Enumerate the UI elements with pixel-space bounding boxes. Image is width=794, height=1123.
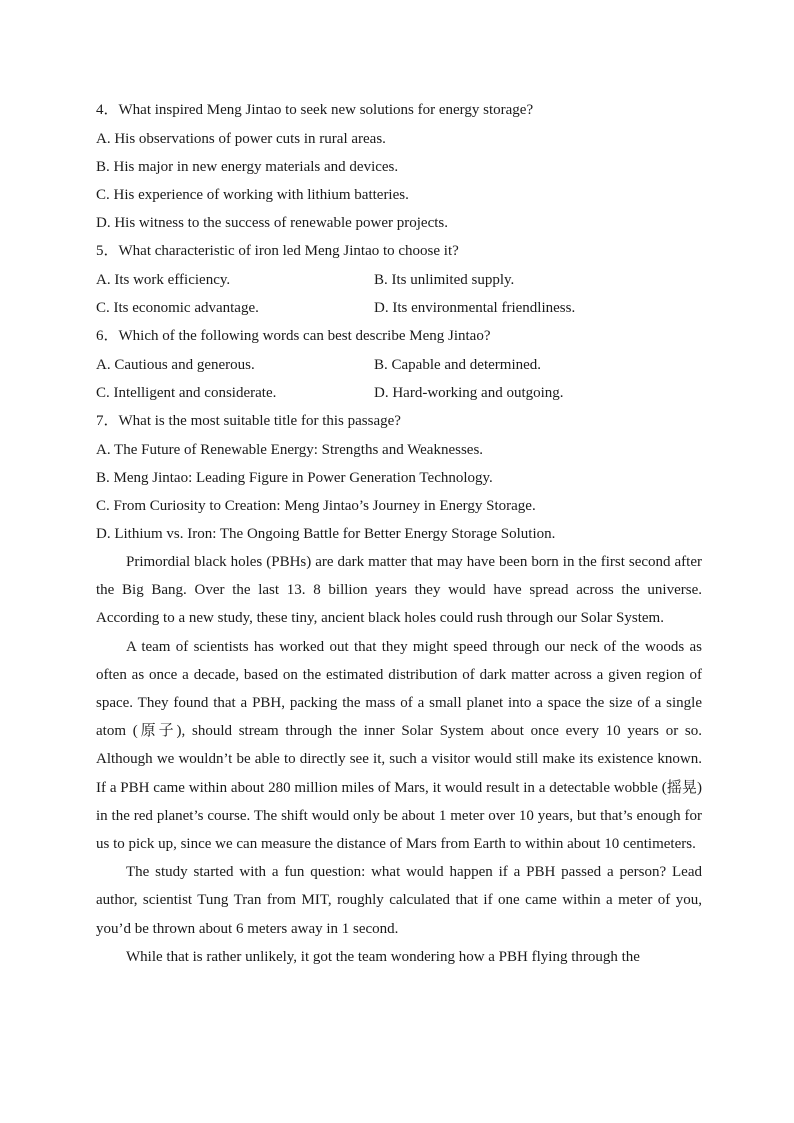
question-4-option-c: C. His experience of working with lithium batteries. [96,187,409,203]
exam-page [96,96,702,971]
question-6-options-row-1 [96,351,702,379]
question-5-stem: 5．What characteristic of iron led Meng Jintao to choose it? [96,243,459,259]
question-7-option-c: C. From Curiosity to Creation: Meng Jintao’s Journey in Energy Storage. [96,498,536,514]
question-6-options-row-2 [96,379,702,407]
question-5-options-row-1 [96,266,702,294]
question-7-option-a: A. The Future of Renewable Energy: Strengths and Weaknesses. [96,442,484,458]
question-7-stem: 7．What is the most suitable title for this passage? [96,413,401,429]
question-5-option-a: A. Its work efficiency. [96,272,231,288]
passage-paragraph-4: While that is rather unlikely, it got the team wondering how a PBH flying through the [126,948,640,965]
question-6-option-d: D. Hard-working and outgoing. [374,385,564,401]
question-5-options-row-2 [96,294,702,322]
passage-paragraph-1: Primordial black holes (PBHs) are dark matter that may have been born in the first second after the Big Bang. Over the last 13. 8 billion years they would have spread across the universe. According to a new study, these tiny, ancient black holes could rush through our Solar System. [96,554,702,627]
question-6-option-c: C. Intelligent and considerate. [96,385,277,401]
question-6-option-b: B. Capable and determined. [374,357,542,373]
question-6-option-a: A. Cautious and generous. [96,357,255,373]
question-4-option-b: B. His major in new energy materials and devices. [96,159,399,175]
question-5-option-b: B. Its unlimited supply. [374,272,515,288]
question-7-option-b: B. Meng Jintao: Leading Figure in Power Generation Technology. [96,470,493,486]
question-4-option-d: D. His witness to the success of renewable power projects. [96,215,448,231]
question-5-option-c: C. Its economic advantage. [96,300,259,316]
question-6-stem: 6．Which of the following words can best describe Meng Jintao? [96,328,491,344]
question-4-stem: 4．What inspired Meng Jintao to seek new solutions for energy storage? [96,102,534,118]
question-5-option-d: D. Its environmental friendliness. [374,300,576,316]
question-7-option-d: D. Lithium vs. Iron: The Ongoing Battle for Better Energy Storage Solution. [96,526,556,542]
question-4-option-a: A. His observations of power cuts in rural areas. [96,131,386,147]
passage-paragraph-2: A team of scientists has worked out that they might speed through our neck of the woods as often as once a decade, based on the estimated distribution of dark matter across a given region of space. They found that a PBH, packing the mass of a small planet into a space the size of a single atom (原子), should stream through the inner Solar System about once every 10 years or so. Although we wouldn’t be able to directly see it, such a visitor would still make its existence known. If a PBH came within about 280 million miles of Mars, it would result in a detectable wobble (摇晃) in the red planet’s course. The shift would only be about 1 meter over 10 years, but that’s enough for us to pick up, since we can measure the distance of Mars from Earth to within about 10 centimeters. [96,638,702,853]
passage-paragraph-3: The study started with a fun question: what would happen if a PBH passed a person? Lead author, scientist Tung Tran from MIT, roughly calculated that if one came within a meter of you, you’d be thrown about 6 meters away in 1 second. [96,864,702,937]
